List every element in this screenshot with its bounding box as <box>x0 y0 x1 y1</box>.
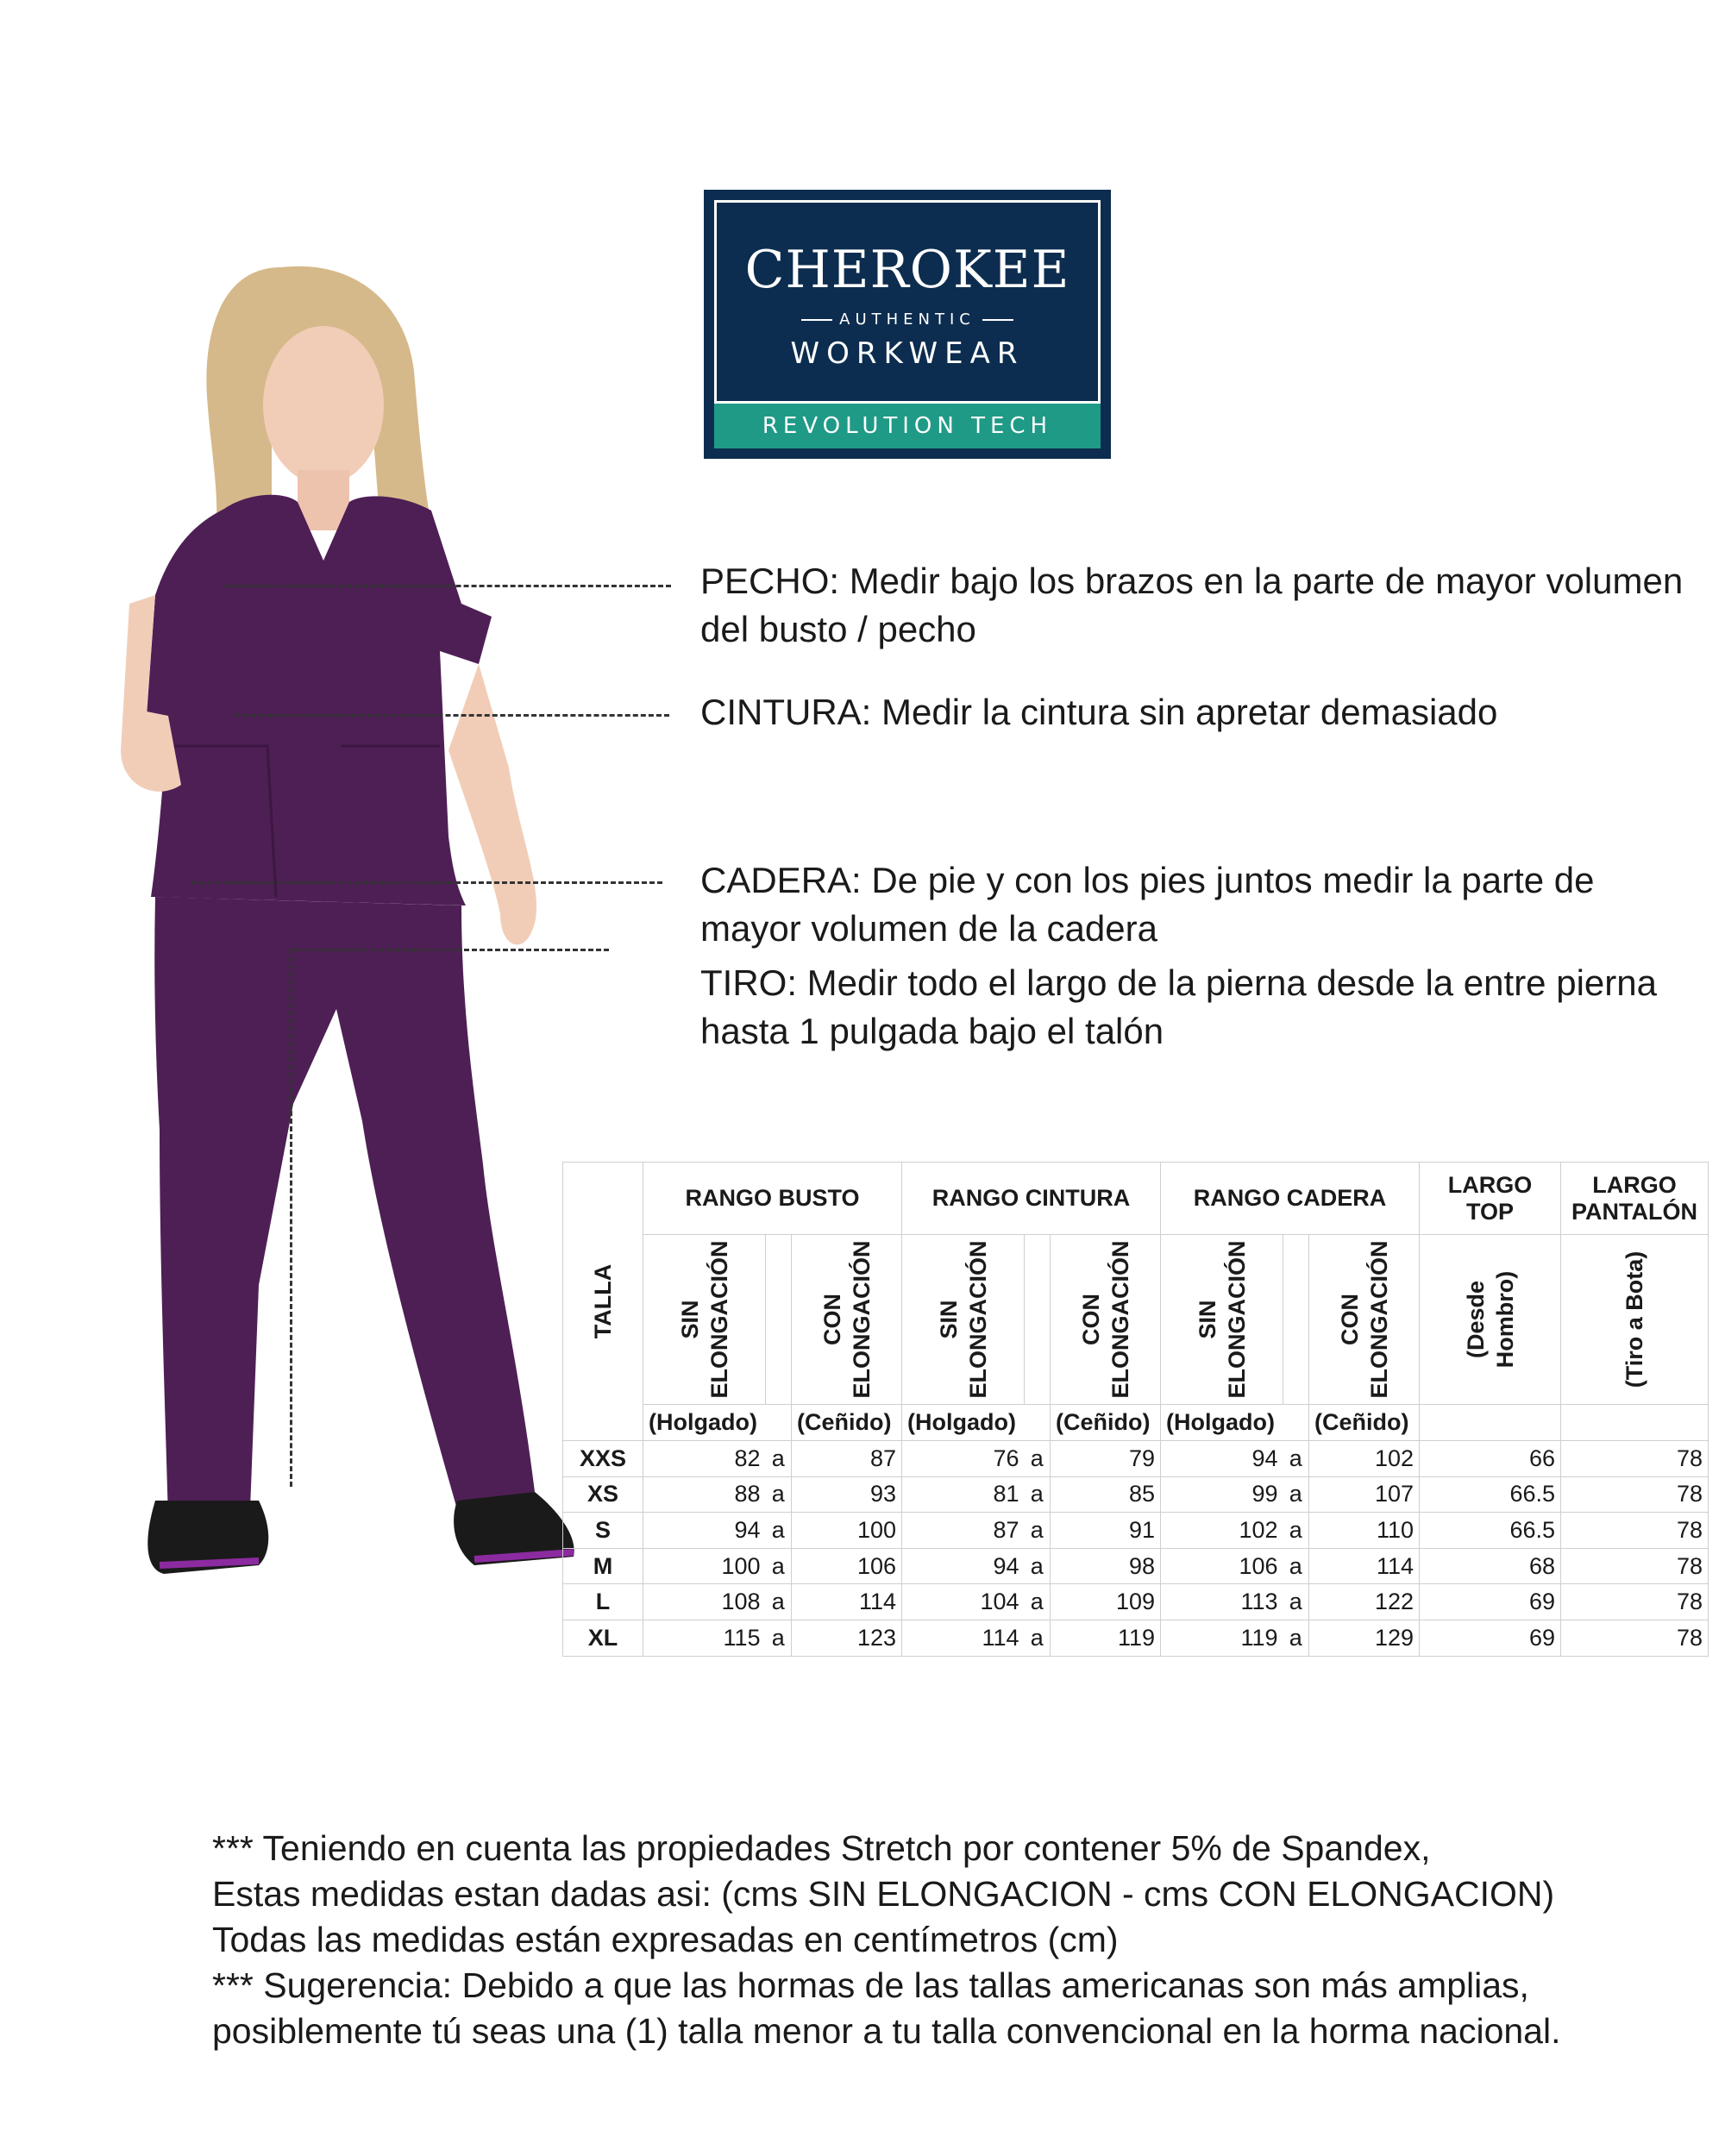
table-row: XS 88 a 93 81 a 85 99 a 107 66.5 78 <box>563 1476 1709 1513</box>
rango-cintura-header: RANGO CINTURA <box>902 1163 1161 1235</box>
logo-workwear: WORKWEAR <box>790 336 1025 371</box>
busto-holgado: (Holgado) <box>643 1405 792 1441</box>
scrub-pants <box>154 897 535 1518</box>
table-row: M 100 a 106 94 a 98 106 a 114 68 78 <box>563 1548 1709 1584</box>
table-row: XL 115 a 123 114 a 119 119 a 129 69 78 <box>563 1620 1709 1656</box>
logo-brand: CHEROKEE <box>744 240 1070 300</box>
table-row: L 108 a 114 104 a 109 113 a 122 69 78 <box>563 1584 1709 1620</box>
note-cadera: CADERA: De pie y con los pies juntos medir la parte de mayor volumen de la cadera <box>700 860 1595 949</box>
footer-line: posiblemente tú seas una (1) talla menor a tu talla convencional en la horma nacional. <box>212 2011 1561 2051</box>
table-row: S 94 a 100 87 a 91 102 a 110 66.5 78 <box>563 1513 1709 1549</box>
note-tiro: TIRO: Medir todo el largo de la pierna desde la entre pierna hasta 1 pulgada bajo el talón <box>700 962 1657 1051</box>
tiro-line <box>293 949 609 951</box>
cintura-cenido: (Ceñido) <box>1051 1405 1161 1441</box>
tiro-bota-header: (Tiro a Bota) <box>1561 1235 1709 1405</box>
cadera-holgado: (Holgado) <box>1161 1405 1309 1441</box>
largo-pantalon-header: LARGO PANTALÓN <box>1561 1163 1709 1235</box>
logo-band: REVOLUTION TECH <box>714 401 1101 448</box>
table-row: XXS 82 a 87 76 a 79 94 a 102 66 78 <box>563 1441 1709 1477</box>
size-table <box>562 1162 1709 1657</box>
largo-top-header: LARGO TOP <box>1420 1163 1561 1235</box>
cadera-line <box>191 881 662 884</box>
note-pecho: PECHO: Medir bajo los brazos en la parte de mayor volumen del busto / pecho <box>700 561 1684 649</box>
model-figure <box>121 233 604 1595</box>
footer-line: Estas medidas estan dadas asi: (cms SIN ELONGACION - cms CON ELONGACION) <box>212 1874 1555 1914</box>
cadera-sin-header: SIN ELONGACIÓN <box>1161 1235 1283 1405</box>
face-shape <box>263 326 384 485</box>
footer-line: *** Teniendo en cuenta las propiedades Stretch por contener 5% de Spandex, <box>212 1828 1431 1868</box>
talla-header: TALLA <box>563 1163 643 1441</box>
logo-authentic: AUTHENTIC <box>704 310 1111 329</box>
note-cintura: CINTURA: Medir la cintura sin apretar demasiado <box>700 692 1498 732</box>
cadera-cenido: (Ceñido) <box>1309 1405 1420 1441</box>
cintura-sin-header: SIN ELONGACIÓN <box>902 1235 1025 1405</box>
busto-cenido: (Ceñido) <box>792 1405 902 1441</box>
cintura-line <box>235 714 669 717</box>
scrub-top <box>147 495 492 906</box>
desde-hombro-header: (Desde Hombro) <box>1420 1235 1561 1405</box>
cintura-con-header: CON ELONGACIÓN <box>1051 1235 1161 1405</box>
rango-cadera-header: RANGO CADERA <box>1161 1163 1420 1235</box>
cintura-holgado: (Holgado) <box>902 1405 1051 1441</box>
cadera-con-header: CON ELONGACIÓN <box>1309 1235 1420 1405</box>
footer-notes <box>212 1826 1678 2054</box>
cherokee-logo <box>704 190 1111 459</box>
tiro-vertical-line <box>290 949 292 1487</box>
footer-line: Todas las medidas están expresadas en centímetros (cm) <box>212 1920 1119 1959</box>
busto-sin-header: SIN ELONGACIÓN <box>643 1235 766 1405</box>
busto-con-header: CON ELONGACIÓN <box>792 1235 902 1405</box>
footer-line: *** Sugerencia: Debido a que las hormas de las tallas americanas son más amplias, <box>212 1965 1529 2005</box>
rango-busto-header: RANGO BUSTO <box>643 1163 902 1235</box>
pecho-line <box>223 585 671 587</box>
